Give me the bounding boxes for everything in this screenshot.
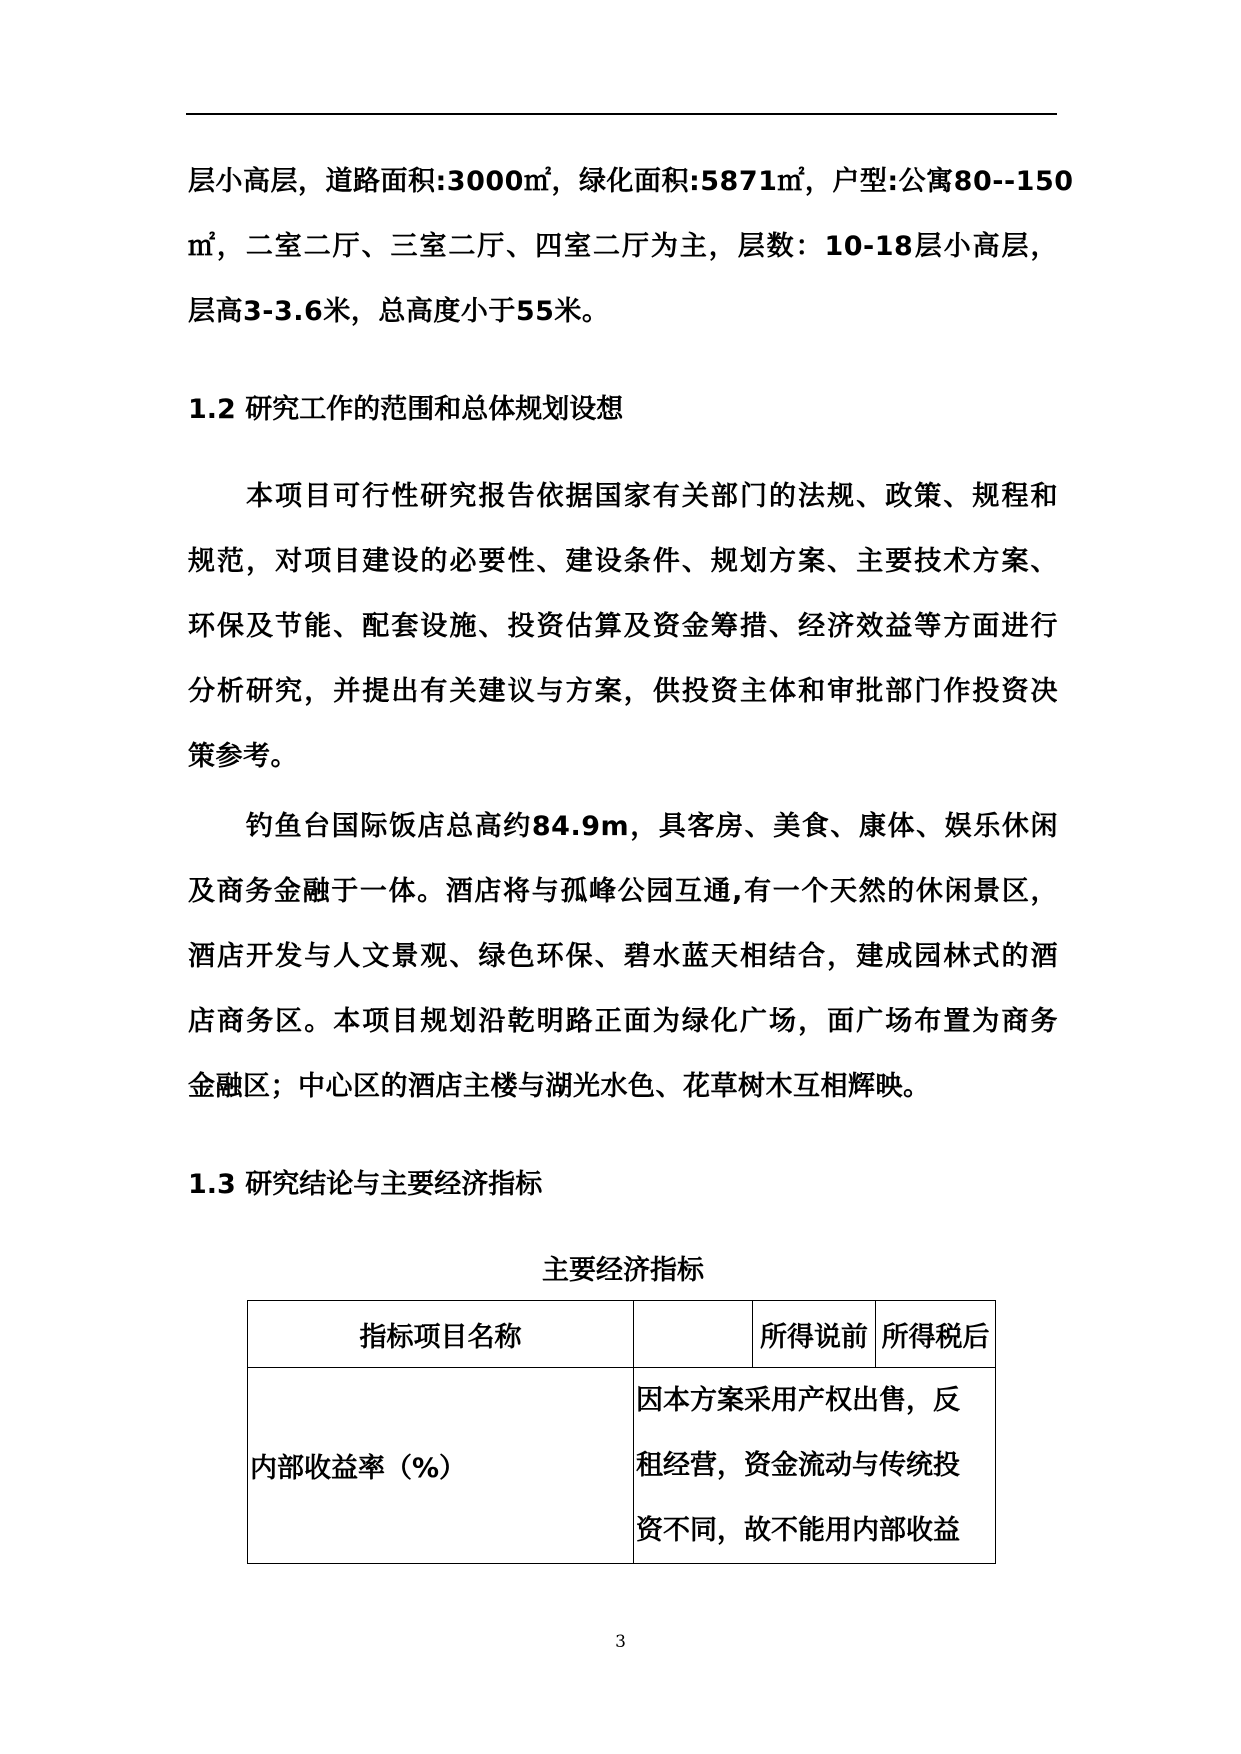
intro-paragraph <box>188 149 1074 344</box>
row-note-irr <box>634 1368 996 1564</box>
text-line: 环保及节能、配套设施、投资估算及资金筹措、经济效益等方面进行 <box>188 611 1058 642</box>
column-header-before-tax: 所得说前 <box>753 1301 876 1368</box>
economic-indicators-table <box>247 1300 996 1564</box>
text-line: 分析研究，并提出有关建议与方案，供投资主体和审批部门作投资决 <box>188 676 1058 707</box>
text-line: ㎡，二室二厅、三室二厅、四室二厅为主，层数：10-18层小高层， <box>188 231 1058 262</box>
column-header-name: 指标项目名称 <box>248 1301 634 1368</box>
text-line: 及商务金融于一体。酒店将与孤峰公园互通,有一个天然的休闲景区， <box>188 876 1058 907</box>
text-line: 层小高层，道路面积:3000㎡，绿化面积:5871㎡，户型:公寓80--150 <box>188 166 1074 197</box>
table-row <box>248 1368 996 1564</box>
section-heading-1-3: 1.3 研究结论与主要经济指标 <box>188 1169 543 1200</box>
section-1-2-paragraph-1 <box>188 464 1058 789</box>
table-title: 主要经济指标 <box>542 1255 704 1286</box>
text-line: 规范，对项目建设的必要性、建设条件、规划方案、主要技术方案、 <box>188 546 1058 577</box>
text-line: 店商务区。本项目规划沿乾明路正面为绿化广场，面广场布置为商务 <box>188 1006 1058 1037</box>
header-rule <box>186 113 1057 115</box>
section-heading-1-2: 1.2 研究工作的范围和总体规划设想 <box>188 394 624 425</box>
section-1-2-paragraph-2 <box>188 794 1058 1119</box>
note-line: 资不同，故不能用内部收益 <box>636 1515 960 1546</box>
page-number: 3 <box>615 1632 626 1652</box>
text-line: 酒店开发与人文景观、绿色环保、碧水蓝天相结合，建成园林式的酒 <box>188 941 1058 972</box>
text-line: 本项目可行性研究报告依据国家有关部门的法规、政策、规程和 <box>246 481 1058 512</box>
text-line: 策参考。 <box>188 741 298 772</box>
text-line: 层高3-3.6米，总高度小于55米。 <box>188 296 610 327</box>
column-header-blank <box>634 1301 753 1368</box>
text-line: 金融区；中心区的酒店主楼与湖光水色、花草树木互相辉映。 <box>188 1071 931 1102</box>
row-name-irr: 内部收益率（%） <box>248 1368 634 1564</box>
table-header-row <box>248 1301 996 1368</box>
note-line: 因本方案采用产权出售，反 <box>636 1385 960 1416</box>
note-line: 租经营，资金流动与传统投 <box>636 1450 960 1481</box>
column-header-after-tax: 所得税后 <box>876 1301 996 1368</box>
text-line: 钓鱼台国际饭店总高约84.9m，具客房、美食、康体、娱乐休闲 <box>246 811 1058 842</box>
